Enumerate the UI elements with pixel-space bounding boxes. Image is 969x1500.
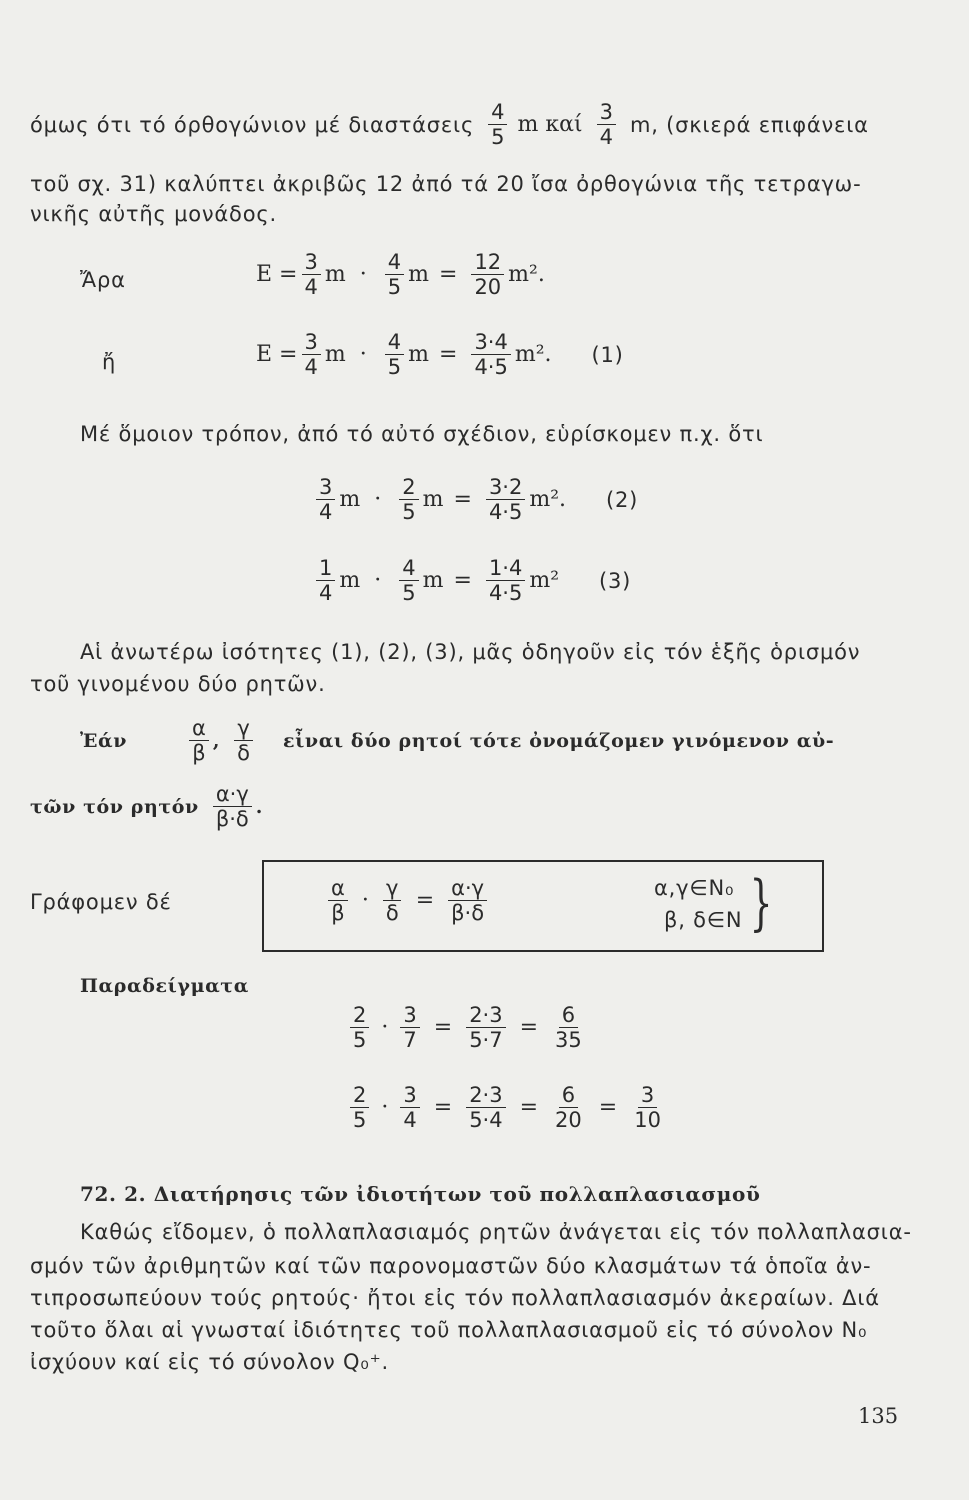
label-i: ἤ <box>102 350 117 374</box>
formula-box <box>262 860 824 952</box>
definition-text-1: εἶναι δύο ρητοί τότε ὀνομάζομεν γινόμενον αὐ- <box>282 729 835 752</box>
fraction: $\frac{3}{10}$ <box>634 1083 661 1133</box>
section-line-4: τοῦτο ὅλαι αἱ γνωσταί ἰδιότητες τοῦ πολλαπλασιασμοῦ εἰς τό σύνολον N₀ <box>30 1318 868 1342</box>
above-line-1: Αἱ ἀνωτέρω ἰσότητες (1), (2), (3), μᾶς ὁδηγοῦν εἰς τόν ἑξῆς ὁρισμόν <box>80 640 861 664</box>
fraction-product: $\frac{\alpha\cdot\gamma}{\beta\cdot\delta}$ <box>213 782 252 831</box>
section-line-1: Καθώς εἴδομεν, ὁ πολλαπλασιαμός ρητῶν ἀνάγεται εἰς τόν πολλαπλασια- <box>80 1220 912 1244</box>
fraction-g-d: $\frac{\gamma}{\delta}$ <box>234 716 253 765</box>
definition-text-2: τῶν τόν ρητόν <box>30 795 199 818</box>
fraction: $\frac{4}{5}$ <box>385 250 404 299</box>
tag-2: (2) <box>606 487 639 512</box>
example-1: $\frac{2}{5}$ · $\frac{3}{7}$ = $\frac{2\cdot 3}{5\cdot 7}$ = $\frac{6}{35}$ <box>346 1003 589 1052</box>
condition-1: α,γ∈N₀ <box>654 876 735 900</box>
examples-title: Παραδείγματα <box>80 975 249 997</box>
fraction: $\frac{3\cdot 2}{4\cdot 5}$ <box>486 475 525 524</box>
fraction: $\frac{3}{4}$ <box>400 1083 419 1132</box>
section-heading: 72. 2. Διατήρησις τῶν ἰδιοτήτων τοῦ πολλαπλασιασμοῦ <box>80 1182 761 1206</box>
example-2: $\frac{2}{5}$ · $\frac{3}{4}$ = $\frac{2\cdot 3}{5\cdot 4}$ = $\frac{6}{20}$ = $\frac{3}{10}$ <box>346 1083 668 1132</box>
fraction: $\frac{6}{20}$ <box>555 1083 582 1133</box>
tag-1: (1) <box>591 342 624 367</box>
fraction: $\frac{1}{4}$ <box>316 556 335 605</box>
fraction-3-4: $\frac{3}{4}$ <box>597 100 616 149</box>
ean-word: Ἐάν <box>80 729 128 752</box>
fraction: $\frac{4}{5}$ <box>399 556 418 605</box>
intro-line-2: τοῦ σχ. 31) καλύπτει ἀκριβῶς 12 ἀπό τά 20 ἴσα ὀρθογώνια τῆς τετραγω- <box>30 172 862 196</box>
condition-2: β, δ∈N <box>664 908 743 932</box>
fraction: $\frac{6}{35}$ <box>555 1003 582 1053</box>
intro-line-1 <box>30 100 869 149</box>
section-line-5: ἰσχύουν καί εἰς τό σύνολον Q₀⁺. <box>30 1350 389 1374</box>
equation-ara: E = $\frac{3}{4}$ m · $\frac{4}{5}$ m = $\frac{12}{20}$ m². <box>256 250 545 300</box>
fraction: $\frac{3\cdot 4}{4\cdot 5}$ <box>471 330 510 379</box>
fraction: $\frac{2}{5}$ <box>350 1083 369 1132</box>
fraction: $\frac{3}{4}$ <box>302 250 321 299</box>
fraction: $\frac{\gamma}{\delta}$ <box>383 876 402 925</box>
similar-text: Μέ ὅμοιον τρόπον, ἀπό τό αὐτό σχέδιον, εὑρίσκομεν π.χ. ὅτι <box>80 422 764 446</box>
fraction-a-b: $\frac{\alpha}{\beta}$ <box>189 716 209 765</box>
label-ara: Ἄρα <box>80 268 126 292</box>
unit-m-kai: m καί <box>517 112 583 138</box>
fraction: $\frac{3}{4}$ <box>302 330 321 379</box>
fraction: $\frac{3}{7}$ <box>400 1003 419 1052</box>
fraction: $\frac{\alpha}{\beta}$ <box>328 876 348 925</box>
intro-text-b: m, (σκιερά επιφάνεια <box>629 112 869 137</box>
tag-3: (3) <box>599 568 632 593</box>
fraction-4-5: $\frac{4}{5}$ <box>488 100 507 149</box>
intro-line-3: νικῆς αὐτῆς μονάδος. <box>30 202 277 226</box>
equation-1: E = $\frac{3}{4}$ m · $\frac{4}{5}$ m = $\frac{3\cdot 4}{4\cdot 5}$ m². (1) <box>256 330 624 380</box>
fraction: $\frac{4}{5}$ <box>385 330 404 379</box>
fraction: $\frac{2\cdot 3}{5\cdot 4}$ <box>466 1083 505 1132</box>
equation-2: $\frac{3}{4}$ m · $\frac{2}{5}$ m = $\frac{3\cdot 2}{4\cdot 5}$ m². (2) <box>312 475 638 524</box>
section-line-2: σμόν τῶν ἀριθμητῶν καί τῶν παρονομαστῶν δύο κλασμάτων τά ὁποῖα ἀν- <box>30 1254 872 1278</box>
fraction: $\frac{2}{5}$ <box>350 1003 369 1052</box>
fraction: $\frac{12}{20}$ <box>471 250 504 299</box>
right-brace: } <box>749 868 773 938</box>
definition-line-1: Ἐάν $\frac{\alpha}{\beta}$ , $\frac{\gamma}{\delta}$ εἶναι δύο ρητοί τότε ὀνομάζομεν γινόμενον αὐ- <box>80 716 835 766</box>
fraction: $\frac{1\cdot 4}{4\cdot 5}$ <box>486 556 525 605</box>
equation-3: $\frac{1}{4}$ m · $\frac{4}{5}$ m = $\frac{1\cdot 4}{4\cdot 5}$ m² (3) <box>312 556 631 605</box>
section-line-3: τιπροσωπεύουν τούς ρητούς· ἤτοι εἰς τόν πολλαπλασιασμόν ἀκεραίων. Διά <box>30 1286 880 1310</box>
fraction: $\frac{2}{5}$ <box>399 475 418 524</box>
page-number: 135 <box>858 1404 899 1428</box>
above-line-2: τοῦ γινομένου δύο ρητῶν. <box>30 672 326 696</box>
fraction: $\frac{2\cdot 3}{5\cdot 7}$ <box>466 1003 505 1052</box>
product-formula: $\frac{\alpha}{\beta}$ · $\frac{\gamma}{\delta}$ = $\frac{\alpha\cdot\gamma}{\beta\cdot\delta}$ <box>324 876 491 925</box>
fraction: $\frac{3}{4}$ <box>316 475 335 524</box>
fraction: $\frac{\alpha\cdot\gamma}{\beta\cdot\delta}$ <box>448 876 487 925</box>
intro-text-a: όμως ότι τό όρθογώνιον μέ διαστάσεις <box>30 112 475 137</box>
definition-line-2: τῶν τόν ρητόν $\frac{\alpha\cdot\gamma}{\beta\cdot\delta}$ . <box>30 782 263 832</box>
grafomen-label: Γράφομεν δέ <box>30 890 172 914</box>
